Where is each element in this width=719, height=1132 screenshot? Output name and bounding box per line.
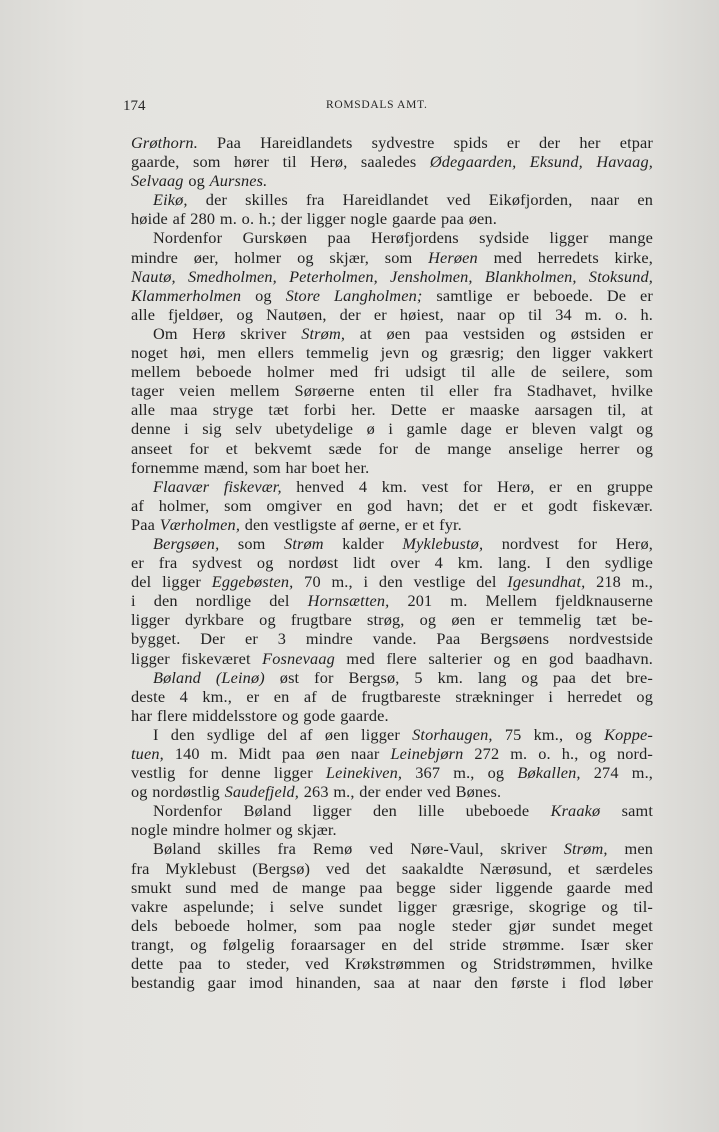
italic-name: Flaavær fiskevær, xyxy=(153,476,282,496)
body-text xyxy=(131,133,653,992)
text-line xyxy=(131,515,653,534)
text-segment: alle maa stryge tæt forbi her. Dette er maaske aarsagen til, at xyxy=(131,400,653,420)
text-segment: tager veien mellem Sørøerne enten til eller fra Stadhavet, hvilke xyxy=(131,381,653,401)
text-line xyxy=(131,439,653,458)
italic-name: Store Langholmen; xyxy=(285,285,423,305)
text-segment: bygget. Der er 3 mindre vande. Paa Bergsøens nordvestside xyxy=(131,629,653,649)
text-line xyxy=(131,668,653,687)
text-segment: men xyxy=(607,839,653,859)
text-segment: ligger dyrkbare og frugtbare strøg, og øen er temmelig tæt be- xyxy=(131,610,653,630)
italic-name: Strøm, xyxy=(301,323,346,343)
running-title: ROMSDALS AMT. xyxy=(326,99,428,111)
italic-name: Selvaag xyxy=(131,171,184,191)
italic-name: Storhaugen, xyxy=(412,724,493,744)
text-line xyxy=(131,649,653,668)
text-line xyxy=(131,419,653,438)
text-line xyxy=(131,629,653,648)
text-segment: og nordøstlig xyxy=(131,782,225,802)
text-line xyxy=(131,248,653,267)
text-segment: ligger fiskeværet xyxy=(131,648,263,668)
text-segment: deste 4 km., er en af de frugtbareste strækninger i herredet og xyxy=(131,686,653,706)
text-segment: og xyxy=(183,171,210,191)
italic-name: Værholmen, xyxy=(159,514,241,534)
text-segment: øst for Bergsø, 5 km. lang og paa det bre- xyxy=(264,667,653,687)
text-segment: anseet for et bekvemt sæde for de mange anselige herrer og xyxy=(131,438,653,458)
text-segment: 201 m. Mellem fjeldknauserne xyxy=(389,591,653,611)
italic-name: Nautø, Smedholmen, Peterholmen, Jensholmen, Blankholmen, Stoksund, xyxy=(131,266,653,286)
text-segment: 367 m., og xyxy=(402,763,518,783)
italic-name: Herøen xyxy=(428,247,478,267)
text-line xyxy=(131,610,653,629)
text-segment: kalder xyxy=(323,533,403,553)
text-segment: dette paa to steder, ved Krøkstrømmen og Stridstrømmen, hvilke xyxy=(131,954,653,974)
text-line xyxy=(131,935,653,954)
text-segment: 272 m. o. h., og nord- xyxy=(463,744,653,763)
text-line xyxy=(131,228,653,247)
text-segment: 70 m., i den vestlige del xyxy=(293,572,508,592)
text-segment: samt xyxy=(600,801,653,821)
text-line xyxy=(131,343,653,362)
text-line xyxy=(131,171,653,190)
text-line xyxy=(131,706,653,725)
text-line xyxy=(131,782,653,801)
text-segment: 263 m., der ender ved Bønes. xyxy=(299,782,502,802)
text-segment: med flere salterier og en god baadhavn. xyxy=(334,648,653,668)
text-line xyxy=(131,305,653,324)
text-segment: 140 m. Midt paa øen naar xyxy=(163,744,391,763)
italic-name: Strøm xyxy=(284,533,324,553)
text-line xyxy=(131,286,653,305)
text-segment: mellem beboede holmer med fri udsigt til alle de seilere, som xyxy=(131,362,653,382)
text-line xyxy=(131,267,653,286)
text-segment: Nordenfor Gurskøen paa Herøfjordens sydside ligger mange xyxy=(153,228,653,248)
text-line xyxy=(131,400,653,419)
italic-name: Eikø, xyxy=(153,190,188,210)
text-segment: denne i sig selv ubetydelige ø i gamle dage er bleven valgt og xyxy=(131,419,653,439)
italic-name: Strøm, xyxy=(563,839,608,859)
italic-name: Hornsætten, xyxy=(307,591,390,611)
text-segment: vestlig for denne ligger xyxy=(131,763,326,783)
text-segment: Bøland skilles fra Remø ved Nøre-Vaul, skriver xyxy=(153,839,564,859)
italic-name: Bøland (Leinø) xyxy=(153,667,265,687)
text-segment: af holmer, som omgiver en god havn; det er et godt fiskevær. xyxy=(131,495,653,515)
italic-name: Bergsøen, xyxy=(153,533,220,553)
text-segment: Nordenfor Bøland ligger den lille ubeboede xyxy=(153,801,551,821)
text-line xyxy=(131,496,653,515)
text-line xyxy=(131,572,653,591)
page-header xyxy=(123,98,653,118)
text-segment: fornemme mænd, som har boet her. xyxy=(131,457,370,477)
text-segment: som xyxy=(219,533,285,553)
text-segment: har flere middelsstore og gode gaarde. xyxy=(131,705,389,725)
text-line xyxy=(131,553,653,572)
italic-name: Klammerholmen xyxy=(131,285,242,305)
text-line xyxy=(131,916,653,935)
italic-name: Aursnes. xyxy=(209,171,268,191)
text-line xyxy=(131,362,653,381)
italic-name: Myklebustø, xyxy=(402,533,484,553)
italic-name: Ødegaarden, Eksund, Havaag, xyxy=(429,152,653,172)
text-segment: at øen paa vestsiden og østsiden er xyxy=(345,323,653,343)
text-line xyxy=(131,954,653,973)
text-segment: høide af 280 m. o. h.; der ligger nogle gaarde paa øen. xyxy=(131,209,497,229)
text-segment: den vestligste af øerne, er et fyr. xyxy=(240,514,462,534)
text-segment: nogle mindre holmer og skjær. xyxy=(131,820,337,840)
text-line xyxy=(131,973,653,992)
text-segment: og xyxy=(241,285,286,305)
text-segment: fra Myklebust (Bergsø) ved det saakaldte Nærøsund, et særdeles xyxy=(131,858,653,878)
text-segment: alle fjeldøer, og Nautøen, der er høiest, naar op til 34 m. o. h. xyxy=(131,304,653,324)
italic-name: Leinebjørn xyxy=(390,744,464,763)
text-line xyxy=(131,744,653,763)
text-segment: I den sydlige del af øen ligger xyxy=(153,724,413,744)
text-segment: vakre aspelunde; i selve sundet ligger græsrige, skogrige og til- xyxy=(131,896,653,916)
text-segment: smukt sund med de mange paa begge sider liggende gaarde med xyxy=(131,877,653,897)
text-line xyxy=(131,897,653,916)
text-segment: i den nordlige del xyxy=(131,591,308,611)
text-segment: Paa xyxy=(131,514,160,534)
text-line xyxy=(131,801,653,820)
text-line xyxy=(131,458,653,477)
text-line xyxy=(131,687,653,706)
text-line xyxy=(131,190,653,209)
italic-name: Bøkallen, xyxy=(517,763,581,783)
text-line xyxy=(131,763,653,782)
text-segment: Om Herø skriver xyxy=(153,323,302,343)
text-segment: Paa Hareidlandets sydvestre spids er der her etpar xyxy=(197,133,653,152)
text-line xyxy=(131,591,653,610)
text-segment: nordvest for Herø, xyxy=(483,533,653,553)
text-line xyxy=(131,725,653,744)
text-line xyxy=(131,133,653,152)
italic-name: Eggebøsten, xyxy=(211,572,294,592)
text-segment: henved 4 km. vest for Herø, er en gruppe xyxy=(281,476,653,496)
italic-name: Fosnevaag xyxy=(262,648,335,668)
text-line xyxy=(131,820,653,839)
italic-name: Saudefjeld, xyxy=(224,782,300,802)
text-line xyxy=(131,839,653,858)
text-line xyxy=(131,324,653,343)
text-segment: samtlige er beboede. De er xyxy=(422,285,653,305)
text-segment: dels beboede holmer, som paa nogle steder gjør sundet meget xyxy=(131,915,653,935)
text-segment: 75 km., og xyxy=(492,724,605,744)
text-segment: mindre øer, holmer og skjær, som xyxy=(131,247,429,267)
text-segment: med herredets kirke, xyxy=(477,247,653,267)
text-segment: del ligger xyxy=(131,572,212,592)
text-line xyxy=(131,209,653,228)
italic-name: tuen, xyxy=(131,744,164,763)
text-segment: er fra sydvest og nordøst lidt over 4 km. lang. I den sydlige xyxy=(131,553,653,573)
italic-name: Leinekiven, xyxy=(325,763,403,783)
text-segment: bestandig gaar imod hinanden, saa at naar den første i flod løber xyxy=(131,973,653,993)
text-line xyxy=(131,152,653,171)
text-line xyxy=(131,859,653,878)
text-segment: 274 m., xyxy=(580,763,653,783)
text-line xyxy=(131,381,653,400)
italic-name: Igesundhat, xyxy=(507,572,586,592)
text-segment: der skilles fra Hareidlandet ved Eikøfjorden, naar en xyxy=(187,190,653,210)
text-segment: noget høi, men ellers temmelig jevn og græsrig; den ligger vakkert xyxy=(131,343,653,363)
text-segment: 218 m., xyxy=(585,572,653,592)
text-segment: gaarde, som hører til Herø, saaledes xyxy=(131,152,430,172)
page-number: 174 xyxy=(123,98,146,114)
italic-name: Grøthorn. xyxy=(131,133,198,152)
italic-name: Koppe- xyxy=(604,724,653,744)
text-line xyxy=(131,477,653,496)
italic-name: Kraakø xyxy=(550,801,601,821)
text-line xyxy=(131,878,653,897)
text-line xyxy=(131,534,653,553)
text-segment: trangt, og følgelig foraarsager en del stride strømme. Især sker xyxy=(131,934,653,954)
